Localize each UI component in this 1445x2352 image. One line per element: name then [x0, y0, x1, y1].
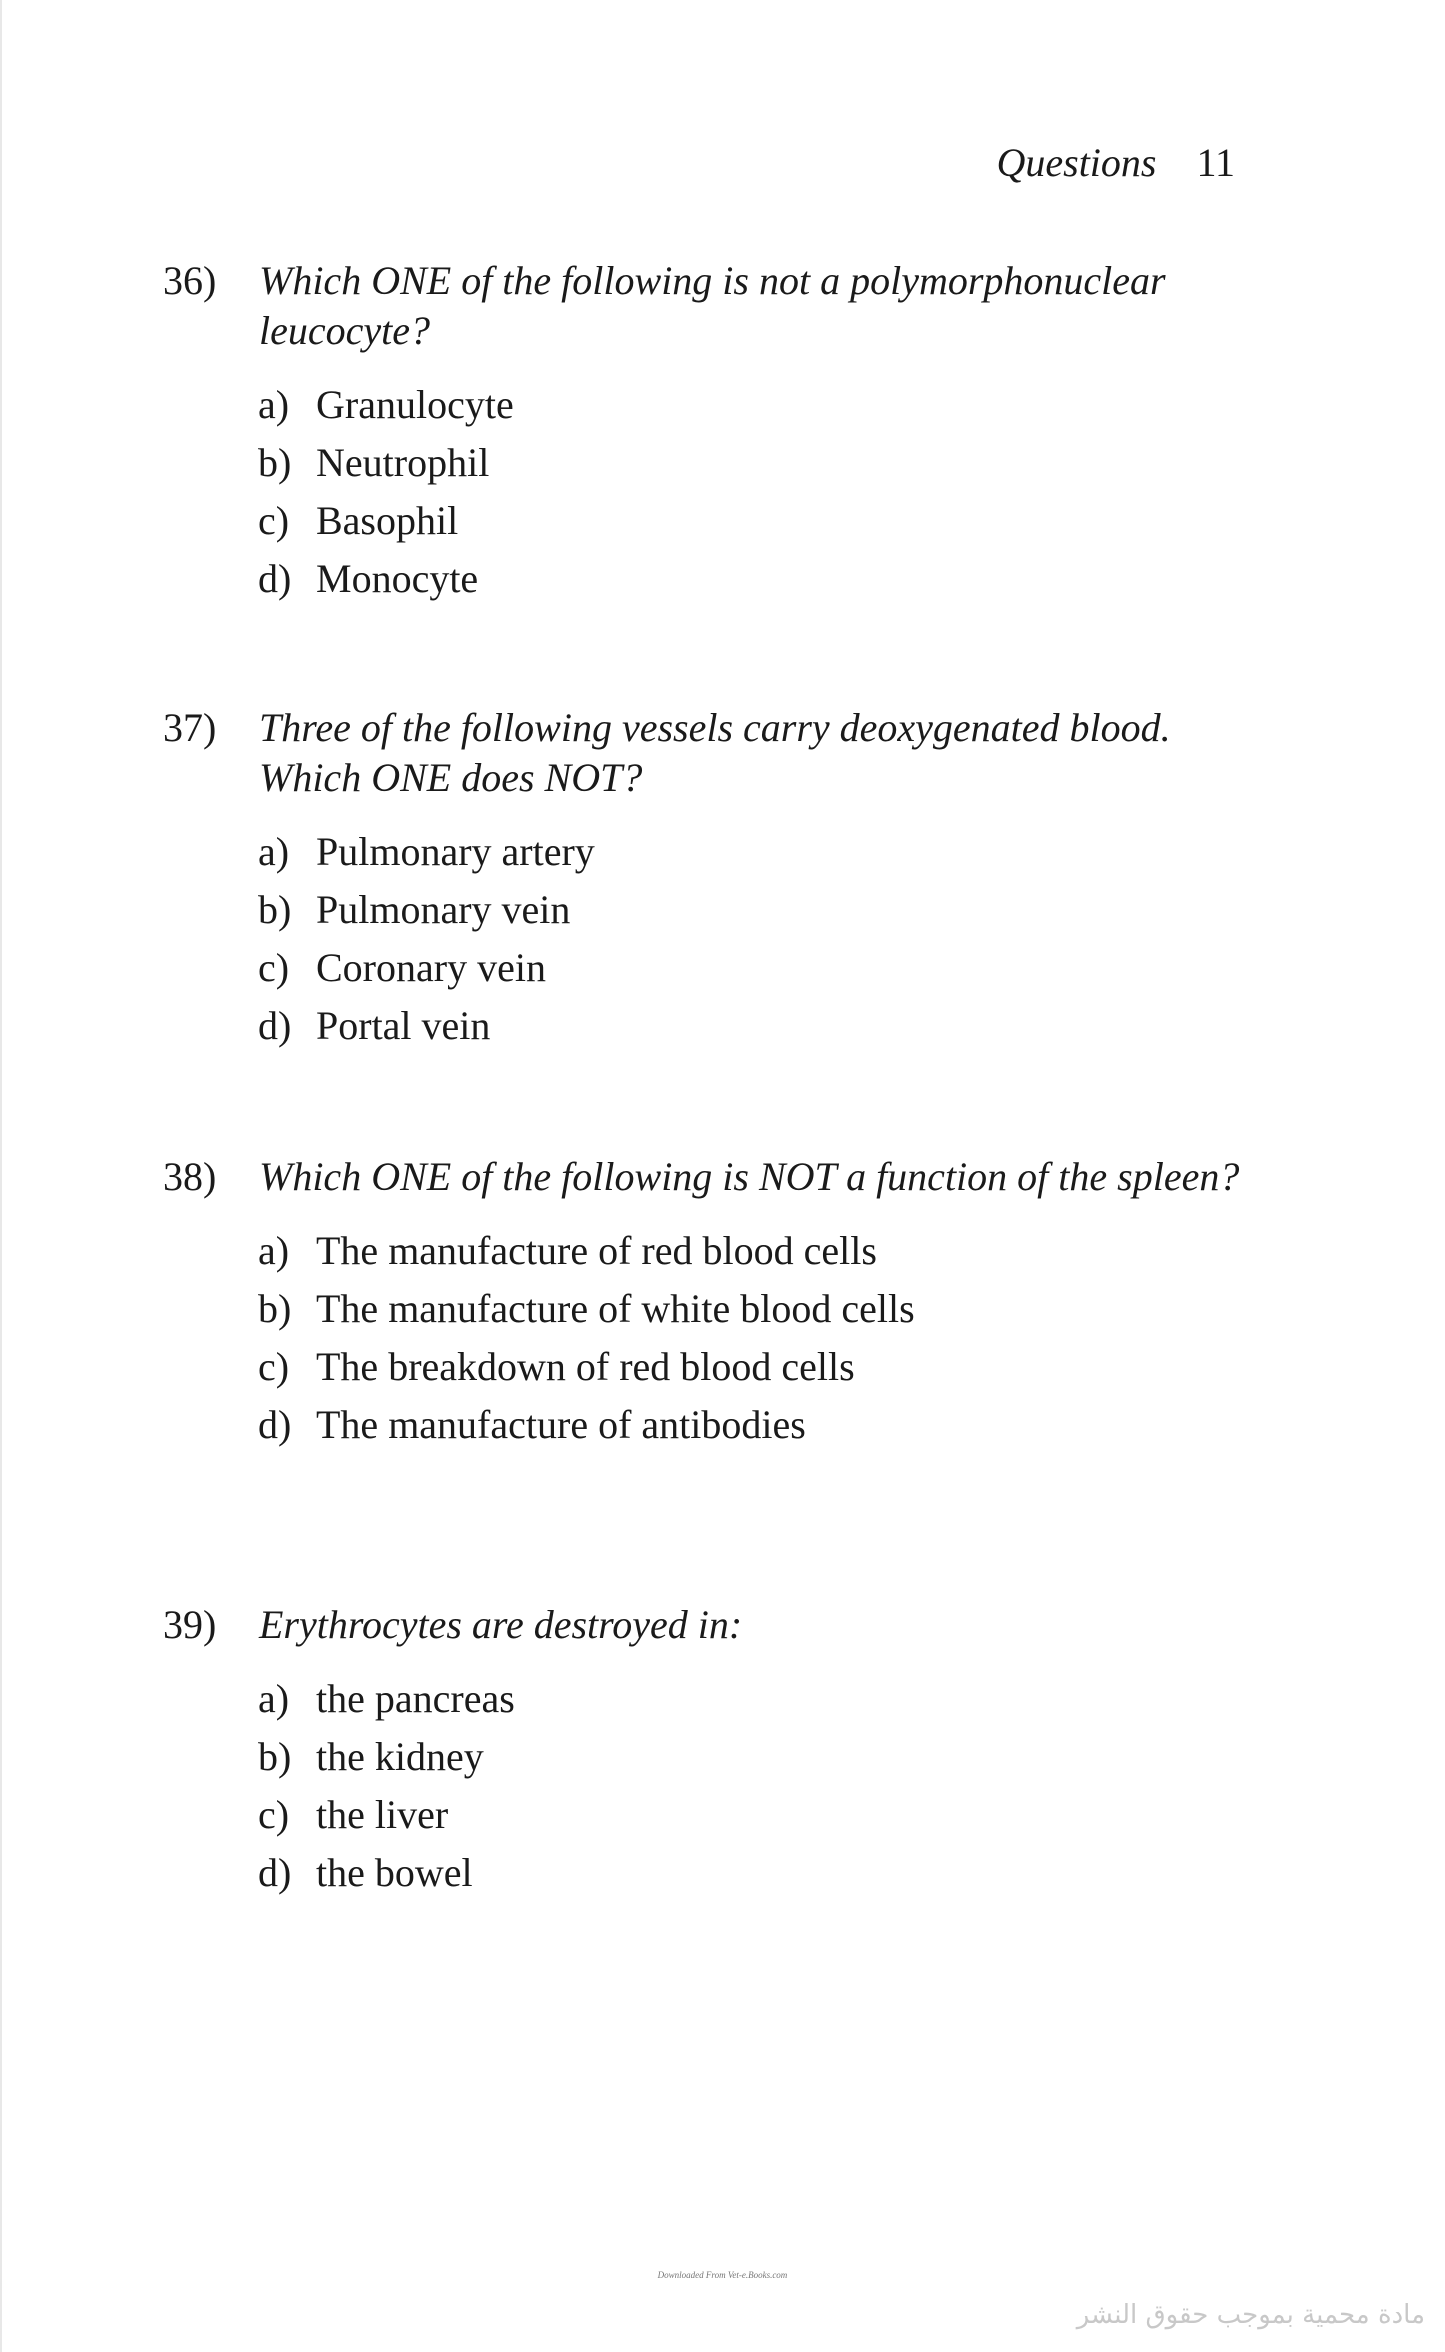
running-header	[996, 138, 1235, 188]
option-text: The manufacture of red blood cells	[316, 1228, 877, 1273]
question-text: Which ONE of the following is not a polymorphonuclear leucocyte?	[259, 258, 1166, 353]
option-letter: c)	[258, 945, 290, 990]
question-header	[163, 1600, 1263, 1650]
option-c	[258, 1338, 1263, 1396]
question-37	[163, 703, 1263, 1055]
option-a	[258, 376, 1263, 434]
option-text: The manufacture of antibodies	[316, 1402, 806, 1447]
option-a	[258, 823, 1263, 881]
question-36	[163, 256, 1263, 608]
option-letter: d)	[258, 1402, 292, 1447]
page-number: 11	[1196, 140, 1235, 185]
option-a	[258, 1222, 1263, 1280]
option-text: the kidney	[316, 1734, 484, 1779]
option-text: Pulmonary vein	[316, 887, 571, 932]
question-header	[163, 1152, 1263, 1202]
option-text: Basophil	[316, 498, 459, 543]
question-text: Three of the following vessels carry deoxygenated blood. Which ONE does NOT?	[259, 705, 1171, 800]
question-number: 37)	[163, 705, 217, 750]
option-text: the liver	[316, 1792, 449, 1837]
option-letter: b)	[258, 887, 292, 932]
option-b	[258, 1280, 1263, 1338]
option-b	[258, 881, 1263, 939]
option-letter: a)	[258, 382, 290, 427]
option-letter: c)	[258, 498, 290, 543]
option-text: Monocyte	[316, 556, 479, 601]
option-c	[258, 1786, 1263, 1844]
option-c	[258, 492, 1263, 550]
option-text: Pulmonary artery	[316, 829, 595, 874]
option-list	[163, 1670, 1263, 1902]
option-list	[163, 823, 1263, 1055]
option-letter: a)	[258, 1228, 290, 1273]
option-d	[258, 1396, 1263, 1454]
question-number: 39)	[163, 1602, 217, 1647]
option-text: Portal vein	[316, 1003, 491, 1048]
copyright-watermark: مادة محمية بموجب حقوق النشر	[1076, 2300, 1425, 2330]
question-38	[163, 1152, 1263, 1454]
option-text: the bowel	[316, 1850, 473, 1895]
option-text: Coronary vein	[316, 945, 546, 990]
option-letter: c)	[258, 1792, 290, 1837]
option-letter: a)	[258, 829, 290, 874]
download-source-note: Downloaded From Vet-e.Books.com	[657, 2270, 788, 2280]
option-text: the pancreas	[316, 1676, 515, 1721]
option-list	[163, 376, 1263, 608]
option-letter: d)	[258, 1850, 292, 1895]
option-text: The breakdown of red blood cells	[316, 1344, 855, 1389]
page-edge-line	[0, 0, 2, 2352]
option-d	[258, 1844, 1263, 1902]
option-b	[258, 1728, 1263, 1786]
question-number: 36)	[163, 258, 217, 303]
option-text: The manufacture of white blood cells	[316, 1286, 915, 1331]
question-text: Which ONE of the following is NOT a function of the spleen?	[259, 1154, 1240, 1199]
option-letter: d)	[258, 556, 292, 601]
option-text: Granulocyte	[316, 382, 514, 427]
option-d	[258, 997, 1263, 1055]
question-header	[163, 703, 1263, 803]
section-title: Questions	[996, 140, 1157, 185]
option-list	[163, 1222, 1263, 1454]
question-number: 38)	[163, 1154, 217, 1199]
option-d	[258, 550, 1263, 608]
question-39	[163, 1600, 1263, 1902]
option-letter: b)	[258, 1286, 292, 1331]
option-b	[258, 434, 1263, 492]
option-a	[258, 1670, 1263, 1728]
option-text: Neutrophil	[316, 440, 490, 485]
option-letter: a)	[258, 1676, 290, 1721]
option-letter: b)	[258, 440, 292, 485]
option-c	[258, 939, 1263, 997]
option-letter: c)	[258, 1344, 290, 1389]
option-letter: b)	[258, 1734, 292, 1779]
question-header	[163, 256, 1263, 356]
question-text: Erythrocytes are destroyed in:	[259, 1602, 743, 1647]
option-letter: d)	[258, 1003, 292, 1048]
